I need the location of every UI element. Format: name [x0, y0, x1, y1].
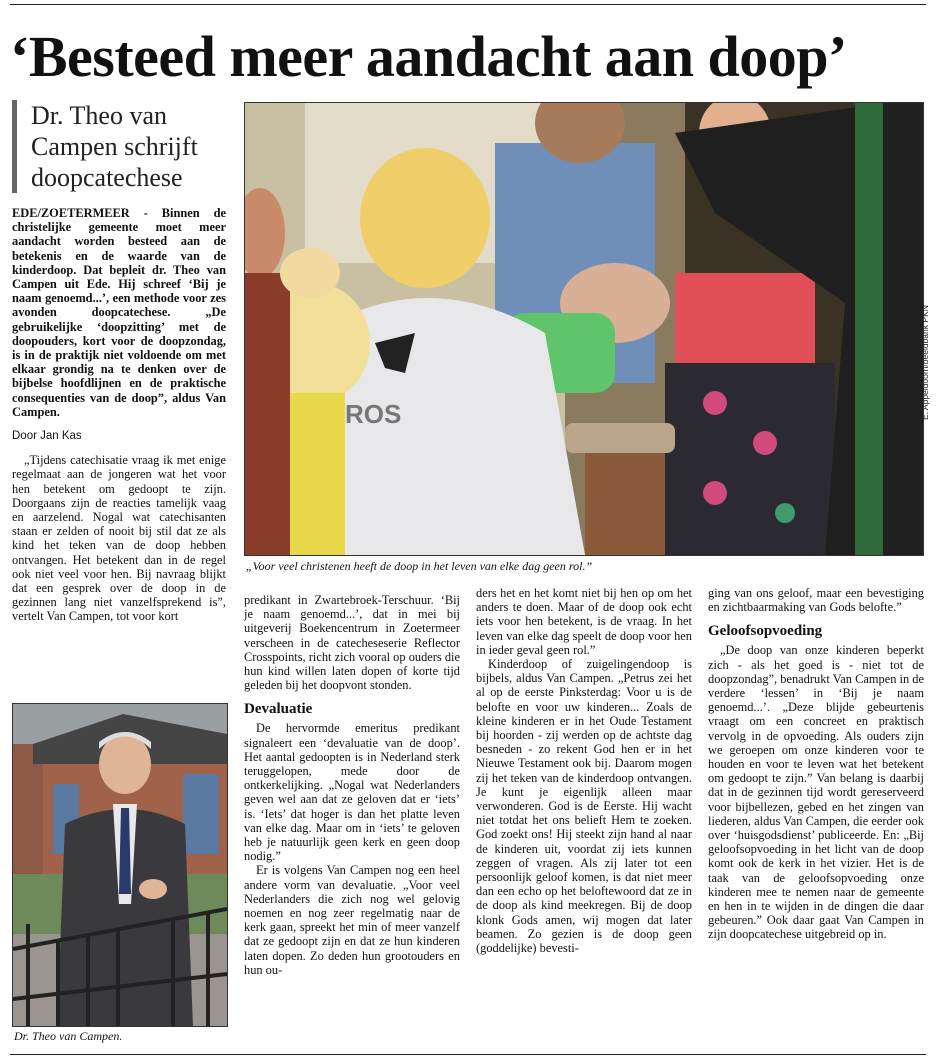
top-rule: [10, 4, 926, 5]
section-heading-devaluatie: Devaluatie: [244, 701, 313, 718]
bottom-rule: [10, 1054, 926, 1055]
lead-paragraph: [12, 206, 226, 419]
body-paragraph: „De doop van onze kinderen beperkt zich - als het goed is - niet tot de doopzondag”, benadrukt Van Campen in de verdere ‘lessen’ in ‘Bij je naam genoemd...’. „Deze blijde gebeurtenis vraagt om een concreet en praktisch vervolg in de opvoeding. Als ouders zijn we geroepen om onze kinderen voor te houden en voor te leven wat het betekent om gedoopt te zijn.” Van belang is daarbij dat in de gezinnen tijd wordt gereserveerd voor bijbellezen, gebed en het zingen van liederen, aldus Van Campen, die eerder ook over ‘huisgodsdienst’ publiceerde. En: „Bij geloofsopvoeding in het licht van de doop komt ook de kerk in het vizier. Het is de taak van de geloofsopvoeding onze kinderen mee te nemen naar de gemeente en hen in te wijden in de dingen die daar gebeuren.” Ook daar gaat Van Campen in zijn doopcatechese uitgebreid op in.: [708, 643, 924, 942]
column-2: [244, 593, 460, 977]
body-paragraph: predikant in Zwartebroek-Terschuur. ‘Bij je naam genoemd...’, dat in mei bij uitgeverij Boekencentrum in Zoetermeer verscheen in de catecheseserie Reflector Crosspoints, richt zich vooral op ouders die hun kind willen laten dopen of korte tijd geleden bij het doopvont stonden.: [244, 593, 460, 693]
body-paragraph: Kinderdoop of zuigelingendoop is bijbels, aldus Van Campen. „Petrus zei het al op de eerste Pinksterdag: Voor u is de belofte en voor uw kinderen... Zoals de kleine kinderen er in het Oude Testament bij hoorden - zij werden op de achtste dag besneden - zo rekent God hen er in het Nieuwe Testament ook bij. Daarom mogen zij het teken van de kinderdoop ontvangen. Je kunt je eigenlijk alleen maar verwonderen. God is de Eerste. Hij wacht niet totdat het ons belieft Hem te zoeken. God zoekt ons! Hij steekt zijn hand al naar de kinderen uit, voordat zij iets kunnen zeggen of vragen. Als zij later tot een persoonlijk geloof komen, is dat niet meer dan een echo op het beloftewoord dat ze in de doop als kind meekregen. Bij de doop klonk Gods amen, wij mogen dat later beamen. Zo gezien is de doop geen (goddelijke) bevesti-: [476, 657, 692, 956]
body-paragraph: De hervormde emeritus predikant signaleert een ‘devaluatie van de doop’. Het aantal gedoopten is in Nederland sterk teruggelopen, mede door de ontkerkelijking. „Nogal wat Nederlanders geven wel aan dat ze geloven dat er ‘iets’ is. ‘Iets’ dat hoger is dan het platte leven van elke dag. Maar om in ‘iets’ te geloven heb je natuurlijk geen kerk en geen doop nodig.”: [244, 721, 460, 864]
column-4: [708, 586, 924, 942]
column-1: [12, 206, 226, 624]
dateline: EDE/ZOETERMEER: [12, 206, 130, 220]
main-photo: [244, 102, 924, 556]
body-paragraph: ders het en het komt niet bij hen op om het anders te doen. Maar of de doop ook echt iets voor hen betekent, is de vraag. In het leven van elke dag speelt de doop voor hen in ieder geval geen rol.”: [476, 586, 692, 657]
main-photo-caption: „Voor veel christenen heeft de doop in het leven van elke dag geen rol.”: [246, 559, 593, 573]
body-paragraph: ging van ons geloof, maar een bevestiging en zichtbaarmaking van Gods belofte.”: [708, 586, 924, 615]
baptism-photo-illustration: [245, 103, 923, 555]
column-3: [476, 586, 692, 955]
portrait-photo: [12, 703, 228, 1027]
subheadline: Dr. Theo van Campen schrijft doopcatechese: [12, 100, 253, 193]
section-heading-geloofsopvoeding: Geloofsopvoeding: [708, 623, 823, 640]
headline: ‘Besteed meer aandacht aan doop’: [10, 24, 847, 89]
body-paragraph: Er is volgens Van Campen nog een heel andere vorm van devaluatie. „Voor veel Nederlanders die zich nog wel gelovig noemen en nog zeer regelmatig naar de kerk gaan, spreekt het min of meer vanzelf dat ze gedoopt zijn en dat ze hun kinderen laten dopen. Zo deden hun grootouders en hun ou-: [244, 863, 460, 977]
svg-text:ROS: ROS: [345, 399, 402, 429]
portrait-caption: Dr. Theo van Campen.: [14, 1029, 123, 1043]
body-paragraph: „Tijdens catechisatie vraag ik met enige regelmaat aan de jongeren wat het voor hen betekent om gedoopt te zijn. Doorgaans zijn de reacties tamelijk vaag en aarzelend. Nogal wat catechisanten staan er zelden of nooit bij stil dat ze als kind het teken van de doop hebben ontvangen. Het betekent dan in de regel ook niet veel voor hen. Bij navraag blijkt dat een gesprek over de doop in de gezinnen lang niet vanzelfsprekend is”, vertelt Van Campen, tot voor kort: [12, 453, 226, 624]
photo-credit: E. Appeldoorn/beeldbank PKN: [920, 305, 930, 420]
portrait-illustration: [13, 704, 227, 1026]
byline: Door Jan Kas: [12, 430, 82, 443]
lead-text: - Binnen de christelijke gemeente moet meer aandacht worden besteed aan de betekenis en de waarde van de kinderdoop. Dat bepleit dr. Theo van Campen uit Ede. Hij schreef ‘Bij je naam genoemd...’, een methode voor zes avonden doopcatechese. „De gebruikelijke ‘doopzitting’ met de doopouders, kort voor de doopzondag, is in de praktijk niet voldoende om met elkaar grondig na te denken over de bijbelse hoofdlijnen en de praktische consequenties van de doop”, aldus Van Campen.: [12, 206, 226, 419]
